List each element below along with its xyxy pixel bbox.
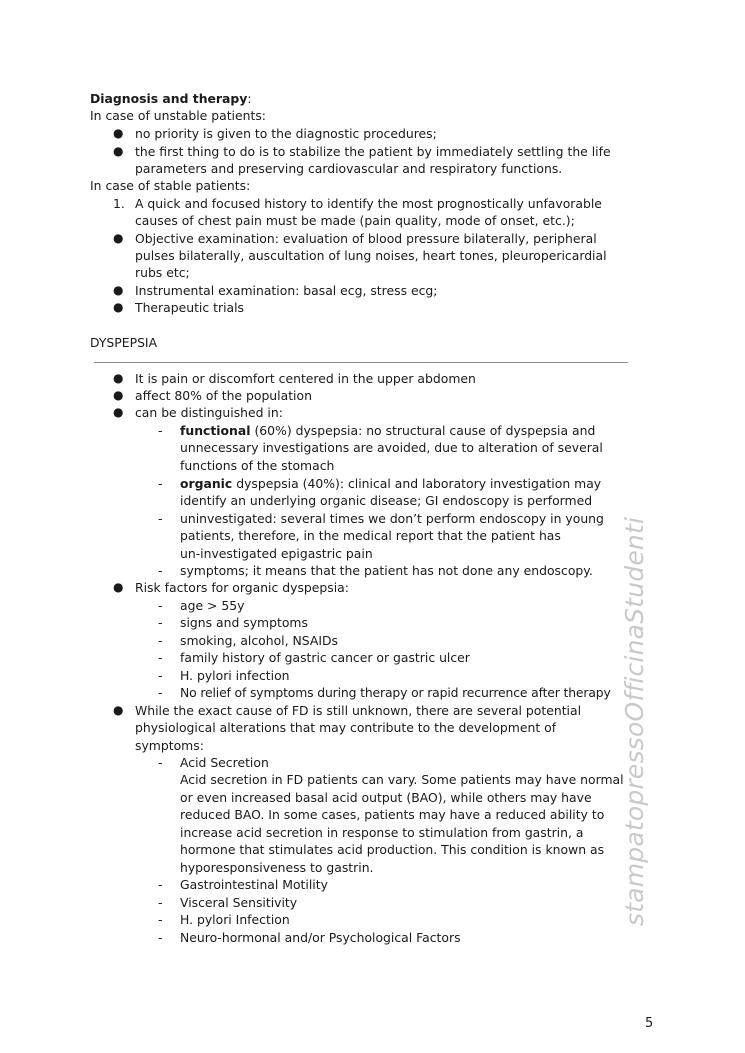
list-item-continuation: physiological alterations that may contribute to the development of xyxy=(135,720,557,735)
dash-marker: - xyxy=(158,877,163,892)
page-number: 5 xyxy=(645,1016,654,1031)
list-item-continuation: symptoms: xyxy=(135,738,204,753)
list-item: no priority is given to the diagnostic procedures; xyxy=(135,126,437,141)
bold-term: organic xyxy=(180,476,233,491)
bullet-icon: ● xyxy=(113,371,124,385)
bullet-icon: ● xyxy=(113,580,124,594)
bullet-icon: ● xyxy=(113,300,124,314)
list-item: Objective examination: evaluation of blood pressure bilaterally, peripheral xyxy=(135,231,597,246)
item-text: dyspepsia (40%): clinical and laboratory investigation may xyxy=(232,476,602,491)
dash-marker: - xyxy=(158,912,163,927)
heading-bold-text: Diagnosis and therapy xyxy=(90,91,248,106)
list-item: A quick and focused history to identify the most prognostically unfavorable xyxy=(135,196,602,211)
list-item: Therapeutic trials xyxy=(135,300,245,315)
sub-list-item: No relief of symptoms during therapy or rapid recurrence after therapy xyxy=(180,685,611,700)
bullet-icon: ● xyxy=(113,126,124,140)
dash-marker: - xyxy=(158,615,163,630)
list-item: the first thing to do is to stabilize the patient by immediately settling the life xyxy=(135,144,611,159)
dash-marker: - xyxy=(158,668,163,683)
list-item-continuation: pulses bilaterally, auscultation of lung noises, heart tones, pleuropericardial xyxy=(135,248,607,263)
stable-intro: In case of stable patients: xyxy=(90,178,251,193)
bullet-icon: ● xyxy=(113,283,124,297)
paragraph-line: or even increased basal acid output (BAO), while others may have xyxy=(180,790,592,805)
bullet-icon: ● xyxy=(113,703,124,717)
heading-colon: : xyxy=(247,91,252,106)
sub-list-item: symptoms; it means that the patient has not done any endoscopy. xyxy=(180,563,593,578)
sub-list-item-continuation: un-investigated epigastric pain xyxy=(180,546,373,561)
sub-list-item: smoking, alcohol, NSAIDs xyxy=(180,633,338,648)
horizontal-divider xyxy=(94,362,628,363)
watermark-text: stampatopressoOfficinaStudenti xyxy=(620,516,649,926)
sub-list-item: Neuro-hormonal and/or Psychological Factors xyxy=(180,930,461,945)
sub-list-item: H. pylori Infection xyxy=(180,912,290,927)
sub-list-item-continuation: identify an underlying organic disease; GI endoscopy is performed xyxy=(180,493,593,508)
list-item: affect 80% of the population xyxy=(135,388,312,403)
dash-marker: - xyxy=(158,755,163,770)
list-number: 1. xyxy=(113,196,125,211)
dash-marker: - xyxy=(158,423,163,438)
item-text: (60%) dyspepsia: no structural cause of dyspepsia and xyxy=(250,423,596,438)
sub-list-item-continuation: patients, therefore, in the medical report that the patient has xyxy=(180,528,561,543)
dash-marker: - xyxy=(158,598,163,613)
section-heading-dyspepsia: DYSPEPSIA xyxy=(90,335,158,350)
sub-list-item: family history of gastric cancer or gastric ulcer xyxy=(180,650,470,665)
sub-list-item xyxy=(180,475,601,492)
list-item-continuation: parameters and preserving cardiovascular and respiratory functions. xyxy=(135,161,563,176)
dash-marker: - xyxy=(158,650,163,665)
bold-term: functional xyxy=(180,423,251,438)
paragraph-line: hormone that stimulates acid production. This condition is known as xyxy=(180,842,605,857)
sub-list-item-continuation: unnecessary investigations are avoided, due to alteration of several xyxy=(180,440,603,455)
bullet-icon: ● xyxy=(113,144,124,158)
list-item-continuation: rubs etc; xyxy=(135,265,190,280)
list-item: can be distinguished in: xyxy=(135,405,283,420)
paragraph-line: Acid secretion in FD patients can vary. Some patients may have normal xyxy=(180,772,624,787)
bullet-icon: ● xyxy=(113,231,124,245)
sub-list-item: signs and symptoms xyxy=(180,615,308,630)
sub-list-item: Visceral Sensitivity xyxy=(180,895,298,910)
dash-marker: - xyxy=(158,563,163,578)
dash-marker: - xyxy=(158,633,163,648)
list-item: Instrumental examination: basal ecg, stress ecg; xyxy=(135,283,438,298)
dash-marker: - xyxy=(158,930,163,945)
list-item: While the exact cause of FD is still unknown, there are several potential xyxy=(135,703,582,718)
list-item: Risk factors for organic dyspepsia: xyxy=(135,580,349,595)
bullet-icon: ● xyxy=(113,388,124,402)
dash-marker: - xyxy=(158,476,163,491)
sub-list-item xyxy=(180,422,595,439)
unstable-intro: In case of unstable patients: xyxy=(90,108,266,123)
sub-list-item-continuation: functions of the stomach xyxy=(180,458,335,473)
list-item: It is pain or discomfort centered in the upper abdomen xyxy=(135,371,476,386)
dash-marker: - xyxy=(158,511,163,526)
sub-list-item: H. pylori infection xyxy=(180,668,290,683)
paragraph-line: hyporesponsiveness to gastrin. xyxy=(180,860,374,875)
sub-list-item: age > 55y xyxy=(180,598,245,613)
sub-list-item: uninvestigated: several times we don’t perform endoscopy in young xyxy=(180,511,604,526)
bullet-icon: ● xyxy=(113,405,124,419)
dash-marker: - xyxy=(158,895,163,910)
section-heading-diagnosis xyxy=(90,90,252,107)
sub-list-item: Gastrointestinal Motility xyxy=(180,877,328,892)
dash-marker: - xyxy=(158,685,163,700)
sub-list-item: Acid Secretion xyxy=(180,755,269,770)
paragraph-line: increase acid secretion in response to stimulation from gastrin, a xyxy=(180,825,584,840)
paragraph-line: reduced BAO. In some cases, patients may have a reduced ability to xyxy=(180,807,605,822)
list-item-continuation: causes of chest pain must be made (pain quality, mode of onset, etc.); xyxy=(135,213,575,228)
